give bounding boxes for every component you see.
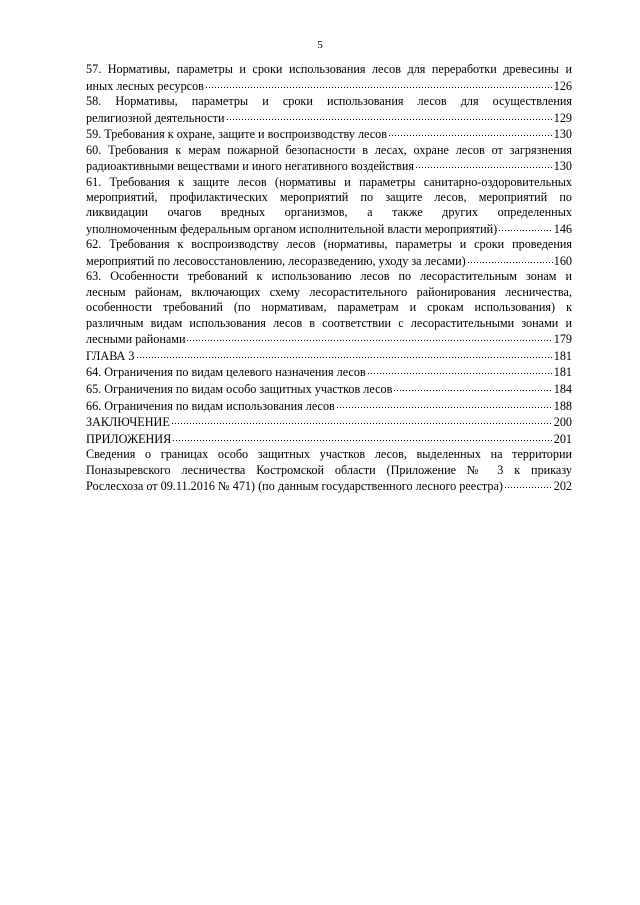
toc-entry-line: 58. Нормативы, параметры и сроки использования лесов для осуществления — [86, 94, 572, 108]
dot-leader — [467, 252, 553, 264]
toc-entry-page: 146 — [553, 222, 572, 236]
dot-leader — [205, 76, 553, 88]
toc-entry[interactable] — [86, 381, 572, 398]
toc-entry-page: 130 — [553, 159, 572, 174]
toc-entry-page: 202 — [553, 479, 572, 494]
toc-entry-line: лесным районам, включающих схему лесорастительного районирования лесничества, — [86, 284, 572, 299]
dot-leader — [393, 380, 552, 392]
toc-entry-page: 181 — [553, 365, 572, 380]
toc-entry-page: 188 — [553, 398, 572, 413]
toc-entry-line: различным видам использования лесов в соответствии с лесорастительными зонами и — [86, 315, 572, 330]
toc-entry[interactable] — [86, 126, 572, 143]
toc-entry-title: ПРИЛОЖЕНИЯ — [86, 431, 172, 446]
toc-entry-line: 61. Требования к защите лесов (нормативы и параметры санитарно-оздоровительных — [86, 174, 572, 189]
toc-entry[interactable] — [86, 237, 572, 269]
toc-entry-line: Сведения о границах особо защитных участков лесов, выделенных на территории — [86, 447, 572, 462]
toc-entry[interactable] — [86, 364, 572, 381]
toc-entry-page: 126 — [553, 78, 572, 93]
toc-entry-title: 65. Ограничения по видам особо защитных участков лесов — [86, 382, 393, 396]
dot-leader — [415, 157, 553, 169]
toc-entry-line: 62. Требования к воспроизводству лесов (нормативы, параметры и сроки проведения — [86, 237, 572, 252]
toc-entry-title: радиоактивными веществами и иного негативного воздействия — [86, 159, 415, 174]
dot-leader — [172, 430, 552, 442]
toc-entry-line: 63. Особенности требований к использованию лесов по лесорастительным зонам и — [86, 269, 572, 284]
dot-leader — [186, 330, 552, 342]
toc-entry[interactable] — [86, 348, 572, 365]
toc-entry-line: 60. Требования к мерам пожарной безопасности в лесах, охране лесов от загрязнения — [86, 142, 572, 157]
toc-entry-title: ГЛАВА 3 — [86, 348, 135, 363]
toc-entry-page: 201 — [553, 431, 572, 446]
toc-entry[interactable] — [86, 143, 572, 175]
toc-entry-line: мероприятий, профилактических мероприятий по защите лесов, мероприятий по — [86, 190, 572, 204]
page-number: 5 — [317, 39, 323, 51]
dot-leader — [498, 220, 553, 232]
toc-entry-page: 160 — [553, 254, 572, 268]
toc-entry[interactable] — [86, 397, 572, 414]
toc-entry-page: 181 — [553, 348, 572, 363]
toc-entry-title: 66. Ограничения по видам использования лесов — [86, 398, 335, 413]
toc-entry[interactable] — [86, 431, 572, 448]
toc-entry-page: 130 — [553, 127, 572, 142]
toc-entry-title: ЗАКЛЮЧЕНИЕ — [86, 415, 170, 430]
toc-entry-line: особенности требований (по нормативам, параметрам и срокам использования) к — [86, 300, 572, 315]
toc-entry-title: лесными районами — [86, 332, 186, 347]
toc-entry[interactable] — [86, 447, 572, 494]
dot-leader — [336, 396, 553, 408]
toc-entry-page: 184 — [553, 382, 572, 396]
toc-entry[interactable] — [86, 269, 572, 347]
toc-entry[interactable] — [86, 62, 572, 94]
toc-entry-title: религиозной деятельности — [86, 110, 225, 125]
dot-leader — [504, 477, 553, 489]
toc-entry-title: мероприятий по лесовосстановлению, лесоразведению, уходу за лесами) — [86, 254, 466, 268]
toc-entry-title: Рослесхоза от 09.11.2016 № 471) (по данным государственного лесного реестра) — [86, 479, 503, 494]
toc-entry-title: 64. Ограничения по видам целевого назначения лесов — [86, 365, 366, 380]
toc-entry-page: 129 — [553, 110, 572, 125]
toc-entry[interactable] — [86, 414, 572, 431]
toc-entry-page: 179 — [553, 332, 572, 347]
toc-entry-title: уполномоченным федеральным органом исполнительной власти мероприятий) — [86, 222, 498, 236]
toc-entry-title: 59. Требования к охране, защите и воспроизводству лесов — [86, 127, 388, 142]
toc-entry-line: 57. Нормативы, параметры и сроки использования лесов для переработки древесины и — [86, 62, 572, 76]
dot-leader — [367, 363, 553, 375]
toc-entry[interactable] — [86, 94, 572, 126]
table-of-contents — [86, 62, 572, 495]
dot-leader — [388, 125, 553, 137]
toc-entry-title: иных лесных ресурсов — [86, 78, 204, 93]
toc-entry[interactable] — [86, 175, 572, 238]
toc-entry-line: Поназыревского лесничества Костромской области (Приложение № 3 к приказу — [86, 462, 572, 477]
dot-leader — [171, 413, 553, 425]
toc-entry-line: ликвидации очагов вредных организмов, а также других определенных — [86, 205, 572, 220]
toc-entry-page: 200 — [553, 415, 572, 430]
dot-leader — [136, 347, 553, 359]
dot-leader — [226, 108, 553, 120]
